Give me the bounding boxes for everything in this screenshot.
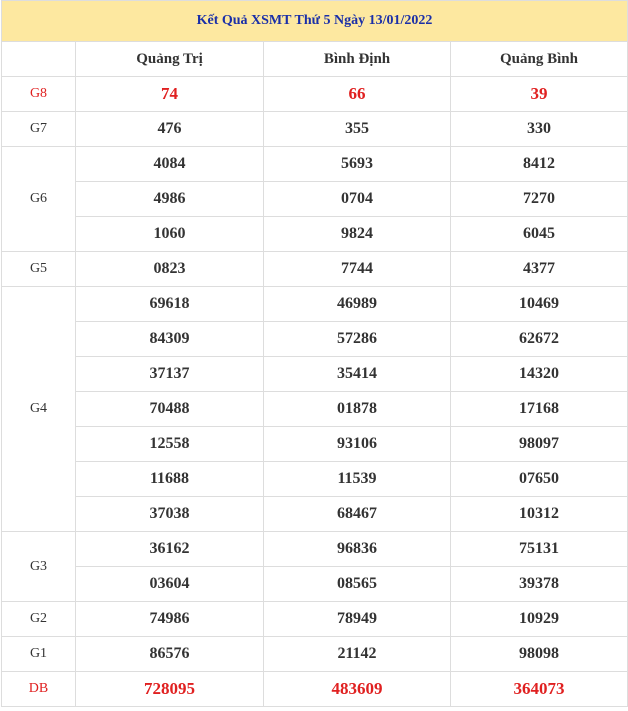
prize-number: 35414 <box>264 357 451 392</box>
prize-number: 364073 <box>451 672 628 707</box>
prize-row <box>2 147 628 182</box>
prize-row <box>2 77 628 112</box>
prize-number: 7270 <box>451 182 628 217</box>
prize-number: 4986 <box>76 182 264 217</box>
prize-number: 75131 <box>451 532 628 567</box>
prize-row <box>2 112 628 147</box>
prize-number: 11688 <box>76 462 264 497</box>
prize-number: 14320 <box>451 357 628 392</box>
column-header-province: Quảng Bình <box>451 42 628 77</box>
prize-row <box>2 217 628 252</box>
prize-number: 476 <box>76 112 264 147</box>
prize-number: 96836 <box>264 532 451 567</box>
prize-label: G7 <box>2 112 76 147</box>
prize-number: 08565 <box>264 567 451 602</box>
prize-row <box>2 602 628 637</box>
prize-number: 330 <box>451 112 628 147</box>
column-header-row <box>2 42 628 77</box>
prize-number: 6045 <box>451 217 628 252</box>
prize-row <box>2 427 628 462</box>
prize-number: 07650 <box>451 462 628 497</box>
prize-number: 39378 <box>451 567 628 602</box>
prize-number: 68467 <box>264 497 451 532</box>
prize-number: 11539 <box>264 462 451 497</box>
prize-number: 74986 <box>76 602 264 637</box>
prize-number: 98098 <box>451 637 628 672</box>
prize-label: G6 <box>2 147 76 252</box>
prize-number: 62672 <box>451 322 628 357</box>
prize-number: 78949 <box>264 602 451 637</box>
prize-number: 9824 <box>264 217 451 252</box>
prize-label: G3 <box>2 532 76 602</box>
prize-label: DB <box>2 672 76 707</box>
prize-row <box>2 287 628 322</box>
prize-number: 70488 <box>76 392 264 427</box>
prize-row <box>2 357 628 392</box>
prize-number: 4377 <box>451 252 628 287</box>
prize-label: G5 <box>2 252 76 287</box>
prize-row <box>2 392 628 427</box>
prize-number: 483609 <box>264 672 451 707</box>
prize-number: 46989 <box>264 287 451 322</box>
prize-row <box>2 252 628 287</box>
prize-number: 12558 <box>76 427 264 462</box>
prize-number: 01878 <box>264 392 451 427</box>
prize-number: 93106 <box>264 427 451 462</box>
prize-number: 5693 <box>264 147 451 182</box>
prize-number: 37038 <box>76 497 264 532</box>
prize-label: G8 <box>2 77 76 112</box>
prize-number: 4084 <box>76 147 264 182</box>
results-table <box>1 0 628 707</box>
prize-number: 69618 <box>76 287 264 322</box>
prize-number: 10312 <box>451 497 628 532</box>
prize-row <box>2 322 628 357</box>
prize-column-header <box>2 42 76 77</box>
prize-row <box>2 672 628 707</box>
prize-number: 8412 <box>451 147 628 182</box>
prize-row <box>2 182 628 217</box>
prize-number: 10929 <box>451 602 628 637</box>
prize-number: 7744 <box>264 252 451 287</box>
prize-label: G2 <box>2 602 76 637</box>
prize-number: 728095 <box>76 672 264 707</box>
prize-number: 84309 <box>76 322 264 357</box>
prize-number: 10469 <box>451 287 628 322</box>
prize-row <box>2 497 628 532</box>
prize-number: 98097 <box>451 427 628 462</box>
prize-number: 21142 <box>264 637 451 672</box>
prize-label: G1 <box>2 637 76 672</box>
prize-row <box>2 567 628 602</box>
prize-label: G4 <box>2 287 76 532</box>
prize-number: 0823 <box>76 252 264 287</box>
prize-number: 355 <box>264 112 451 147</box>
prize-number: 17168 <box>451 392 628 427</box>
prize-number: 0704 <box>264 182 451 217</box>
title-row <box>2 1 628 42</box>
prize-number: 37137 <box>76 357 264 392</box>
prize-number: 66 <box>264 77 451 112</box>
prize-row <box>2 532 628 567</box>
column-header-province: Bình Định <box>264 42 451 77</box>
prize-number: 86576 <box>76 637 264 672</box>
results-body <box>2 77 628 707</box>
prize-number: 74 <box>76 77 264 112</box>
prize-row <box>2 637 628 672</box>
prize-number: 36162 <box>76 532 264 567</box>
prize-number: 57286 <box>264 322 451 357</box>
prize-number: 39 <box>451 77 628 112</box>
prize-number: 1060 <box>76 217 264 252</box>
table-title: Kết Quả XSMT Thứ 5 Ngày 13/01/2022 <box>2 1 628 42</box>
prize-row <box>2 462 628 497</box>
column-header-province: Quảng Trị <box>76 42 264 77</box>
prize-number: 03604 <box>76 567 264 602</box>
